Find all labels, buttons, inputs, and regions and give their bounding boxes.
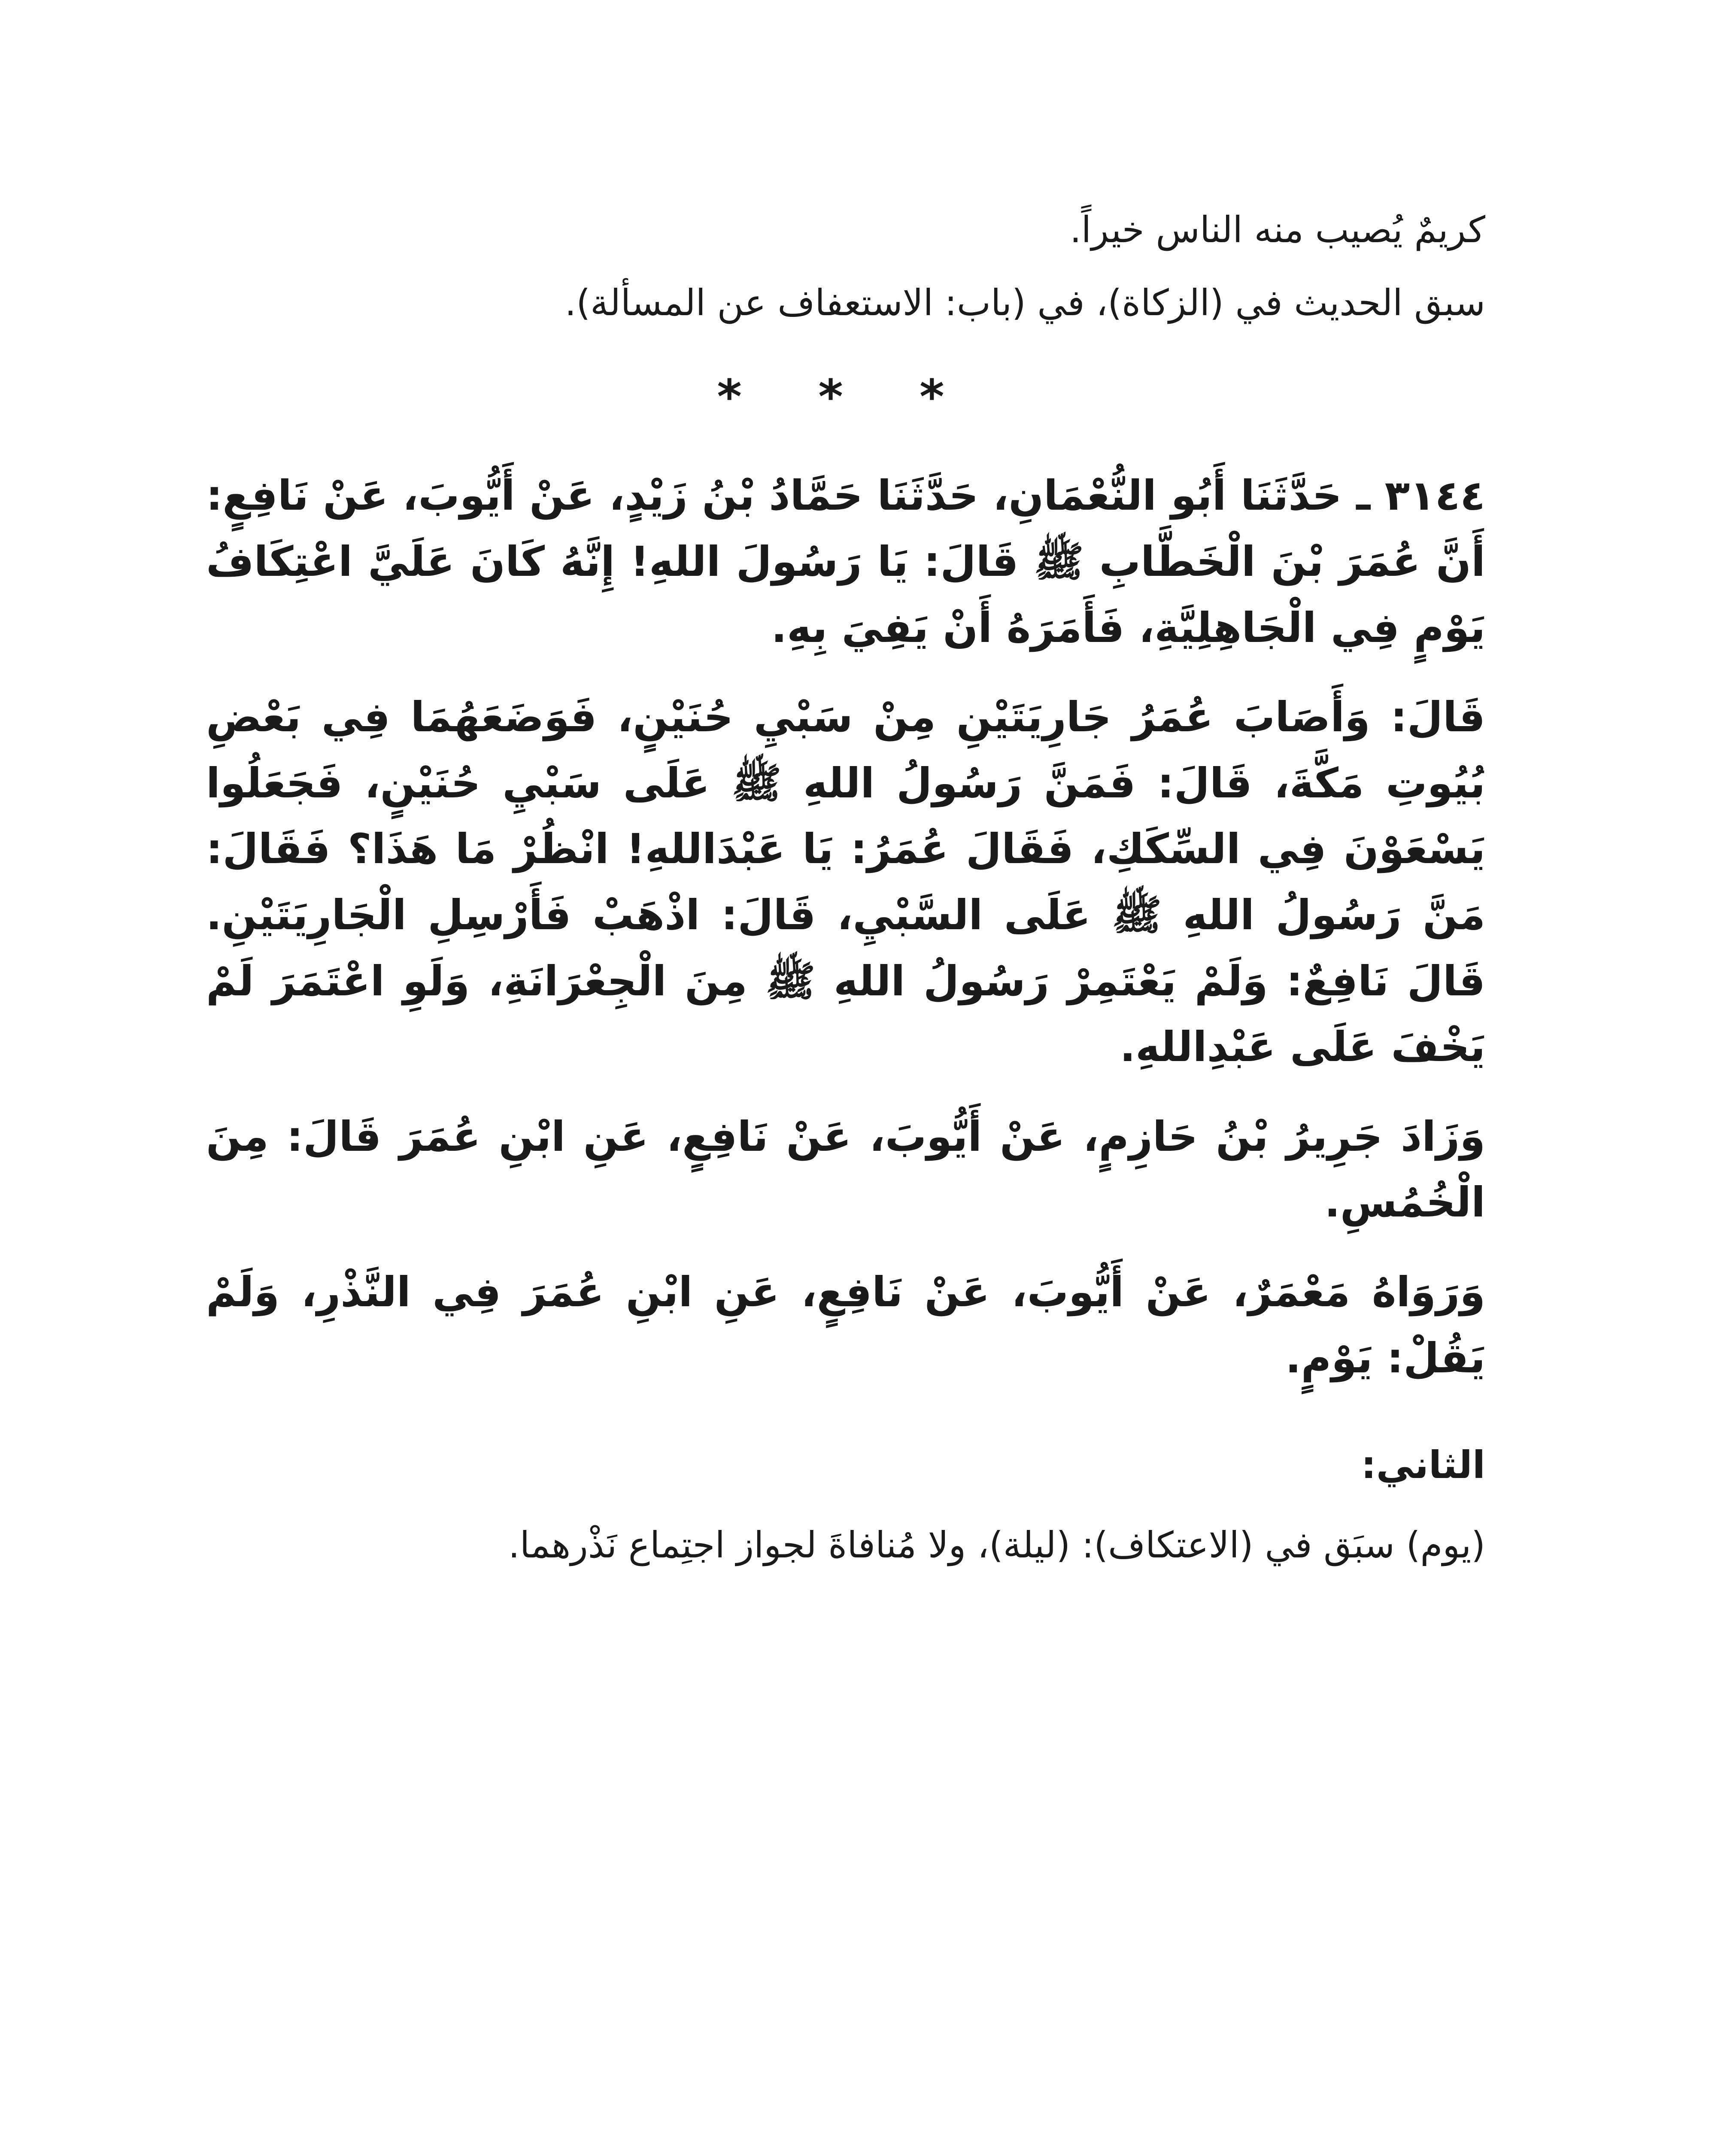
hadith-number: ٣١٤٤ [1384,471,1486,520]
hadith-paragraph-4: وَرَوَاهُ مَعْمَرٌ، عَنْ أَيُّوبَ، عَنْ نَافِعٍ، عَنِ ابْنِ عُمَرَ فِي النَّذْرِ، وَلَمْ يَقُلْ: يَوْمٍ. [206,1268,1485,1382]
hadith-paragraph-1 [206,463,1485,661]
commentary-line-2: سبق الحديث في (الزكاة)، في (باب: الاستعفاف عن المسألة). [565,282,1485,324]
hadith-text-1: ـ حَدَّثَنَا أَبُو النُّعْمَانِ، حَدَّثَنَا حَمَّادُ بْنُ زَيْدٍ، عَنْ أَيُّوبَ، عَنْ نَافِعٍ: أَنَّ عُمَرَ بْنَ الْخَطَّابِ ﷺ قَالَ: يَا رَسُولَ اللهِ! إِنَّهُ كَانَ عَلَيَّ اعْتِكَافُ يَوْمٍ فِي الْجَاهِلِيَّةِ، فَأَمَرَهُ أَنْ يَفِيَ بِهِ. [206,471,1485,652]
separator-stars: * * * [717,369,974,425]
hadith-paragraph-2: قَالَ: وَأَصَابَ عُمَرُ جَارِيَتَيْنِ مِنْ سَبْيِ حُنَيْنٍ، فَوَضَعَهُمَا فِي بَعْضِ بُيُوتِ مَكَّةَ، قَالَ: فَمَنَّ رَسُولُ اللهِ ﷺ عَلَى سَبْيِ حُنَيْنٍ، فَجَعَلُوا يَسْعَوْنَ فِي السِّكَكِ، فَقَالَ عُمَرُ: يَا عَبْدَاللهِ! انْظُرْ مَا هَذَا؟ فَقَالَ: مَنَّ رَسُولُ اللهِ ﷺ عَلَى السَّبْيِ، قَالَ: اذْهَبْ فَأَرْسِلِ الْجَارِيَتَيْنِ. قَالَ نَافِعٌ: وَلَمْ يَعْتَمِرْ رَسُولُ اللهِ ﷺ مِنَ الْجِعْرَانَةِ، وَلَوِ اعْتَمَرَ لَمْ يَخْفَ عَلَى عَبْدِاللهِ. [206,693,1485,1071]
commentary-line-1: كريمٌ يُصيب منه الناس خيراً. [1070,209,1485,251]
section-text: (يوم) سبَق في (الاعتكاف): (ليلة)، ولا مُنافاةَ لجواز اجتِماع نَذْرهما. [508,1524,1485,1566]
page-body [206,202,1485,1612]
hadith-paragraph-3: وَزَادَ جَرِيرُ بْنُ حَازِمٍ، عَنْ أَيُّوبَ، عَنْ نَافِعٍ، عَنِ ابْنِ عُمَرَ قَالَ: مِنَ الْخُمُسِ. [206,1112,1485,1227]
section-title: الثاني: [1361,1443,1485,1487]
